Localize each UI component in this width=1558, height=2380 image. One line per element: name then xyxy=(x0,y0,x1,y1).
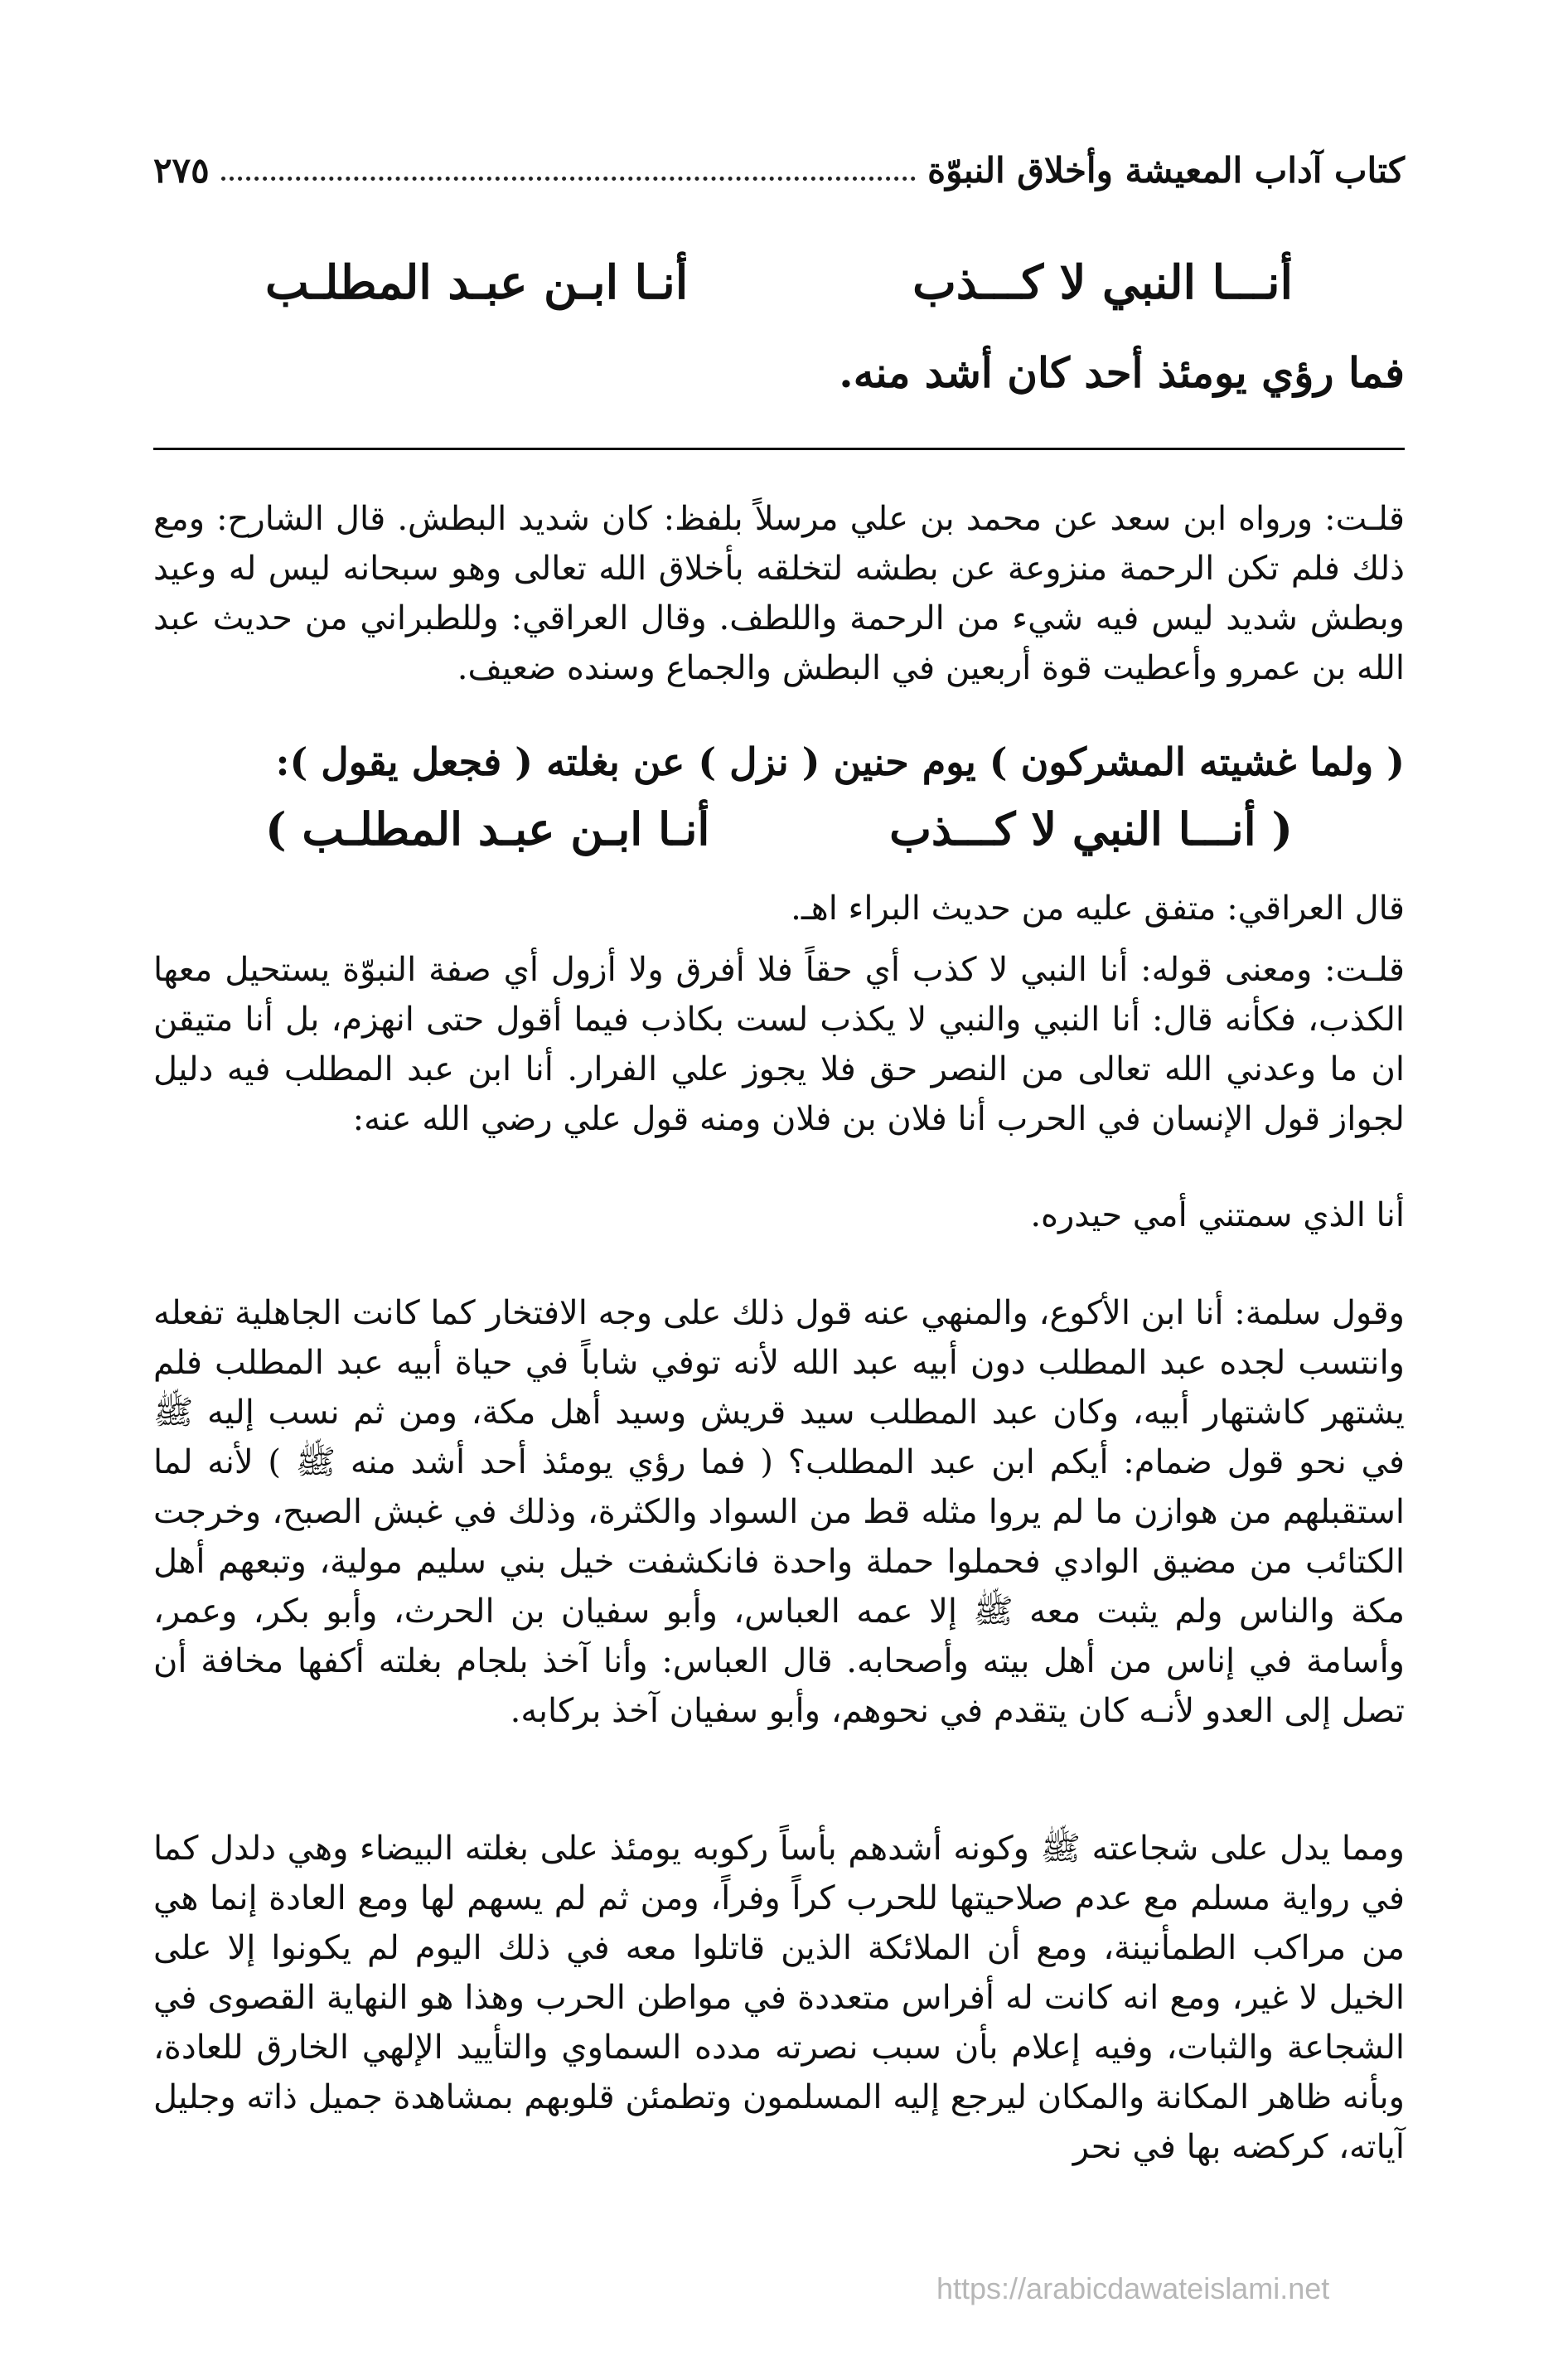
dot-leader xyxy=(221,177,916,181)
poetry-verse xyxy=(265,255,1293,322)
commentary-paragraph xyxy=(153,1824,1405,2172)
website-watermark: https://arabicdawateislami.net xyxy=(936,2271,1330,2305)
verse-second-hemistich: أنـا ابـن عبـد المطلـب ) xyxy=(265,802,710,856)
footnote-separator xyxy=(153,448,1405,450)
paragraph-text: قلـت: ورواه ابن سعد عن محمد بن علي مرسلاً بلفظ: كان شديد البطش. قال الشارح: ومع ذلك فلم تكن الرحمة منزوعة عن بطشه لتخلقه بأخلاق الله تعالى وهو سبحانه ليس له وعيد وبطش شديد ليس فيه شيء من الرحمة واللطف. وقال العراقي: وللطبراني من حديث عبد الله بن عمرو وأعطيت قوة أربعين في البطش والجماع وسنده ضعيف. xyxy=(153,500,1405,687)
commentary-paragraph xyxy=(153,945,1405,1144)
poetry-verse-quoted xyxy=(265,802,1293,869)
paragraph-text: قال العراقي: متفق عليه من حديث البراء اهـ. xyxy=(791,889,1405,928)
paragraph-text: وقول سلمة: أنا ابن الأكوع، والمنهي عنه قول ذلك على وجه الافتخار كما كانت الجاهلية تفعله وانتسب لجده عبد المطلب دون أبيه عبد الله لأنه توفي شاباً في حياة أبيه عبد المطلب فلم يشتهر كاشتهار أبيه، وكان عبد المطلب سيد قريش وسيد أهل مكة، ومن ثم نسب إليه ﷺ في نحو قول ضمام: أيكم ابن عبد المطلب؟ ( فما رؤي يومئذ أحد أشد منه ﷺ ) لأنه لما استقبلهم من هوازن ما لم يروا مثله قط من السواد والكثرة، وذلك في غبش الصبح، وخرجت الكتائب من مضيق الوادي فحملوا حملة واحدة فانكشفت خيل بني سليم مولية، وتبعهم أهل مكة والناس ولم يثبت معه ﷺ إلا عمه العباس، وأبو سفيان بن الحرث، وأبو بكر، وعمر، وأسامة في إناس من أهل بيته وأصحابه. قال العباس: وأنا آخذ بلجام بغلته أكفها مخافة أن تصل إلى العدو لأنـه كان يتقدم في نحوهم، وأبو سفيان آخذ بركابه. xyxy=(153,1294,1405,1730)
verse-first-hemistich: ( أنـــا النبي لا كـــذب xyxy=(889,802,1293,856)
paragraph-text: ومما يدل على شجاعته ﷺ وكونه أشدهم بأساً ركوبه يومئذ على بغلته البيضاء وهي دلدل كما في رواية مسلم مع عدم صلاحيتها للحرب كراً وفراً، ومن ثم لم يسهم لها ومع العادة إنما هي من مراكب الطمأنينة، ومع أن الملائكة الذين قاتلوا معه في ذلك اليوم لم يكونوا إلا على الخيل لا غير، ومع انه كانت له أفراس متعددة في مواطن الحرب وهذا هو النهاية القصوى في الشجاعة والثبات، وفيه إعلام بأن سبب نصرته مدده السماوي والتأييد الإلهي الخارق للعادة، وبأنه ظاهر المكانة والمكان ليرجع إليه المسلمون وتطمئن قلوبهم بمشاهدة جميل ذاته وجليل آياته، كركضه بها في نحر xyxy=(153,1830,1405,2166)
quoted-text-heading: ( ولما غشيته المشركون ) يوم حنين ( نزل ) عن بغلته ( فجعل يقول ): xyxy=(275,739,1405,784)
verse-second-hemistich: أنـا ابـن عبـد المطلـب xyxy=(265,255,689,310)
main-text-line: فما رؤي يومئذ أحد كان أشد منه. xyxy=(839,348,1405,397)
commentary-paragraph xyxy=(153,884,1405,933)
commentary-paragraph xyxy=(153,1288,1405,1736)
book-title: كتاب آداب المعيشة وأخلاق النبوّة xyxy=(927,150,1405,191)
verse-first-hemistich: أنـــا النبي لا كـــذب xyxy=(912,255,1293,310)
commentary-paragraph xyxy=(153,1190,1405,1240)
commentary-paragraph xyxy=(153,494,1405,693)
paragraph-text: قلـت: ومعنى قوله: أنا النبي لا كذب أي حقاً فلا أفرق ولا أزول أي صفة النبوّة يستحيل معها الكذب، فكأنه قال: أنا النبي والنبي لا يكذب لست بكاذب فيما أقول حتى انهزم، بل أنا متيقن ان ما وعدني الله تعالى من النصر حق فلا يجوز علي الفرار. أنا ابن عبد المطلب فيه دليل لجواز قول الإنسان في الحرب أنا فلان بن فلان ومنه قول علي رضي الله عنه: xyxy=(153,951,1406,1138)
paragraph-text: أنا الذي سمتني أمي حيدره. xyxy=(1030,1196,1405,1234)
running-header xyxy=(153,133,1405,191)
page-number: ٢٧٥ xyxy=(153,150,210,191)
